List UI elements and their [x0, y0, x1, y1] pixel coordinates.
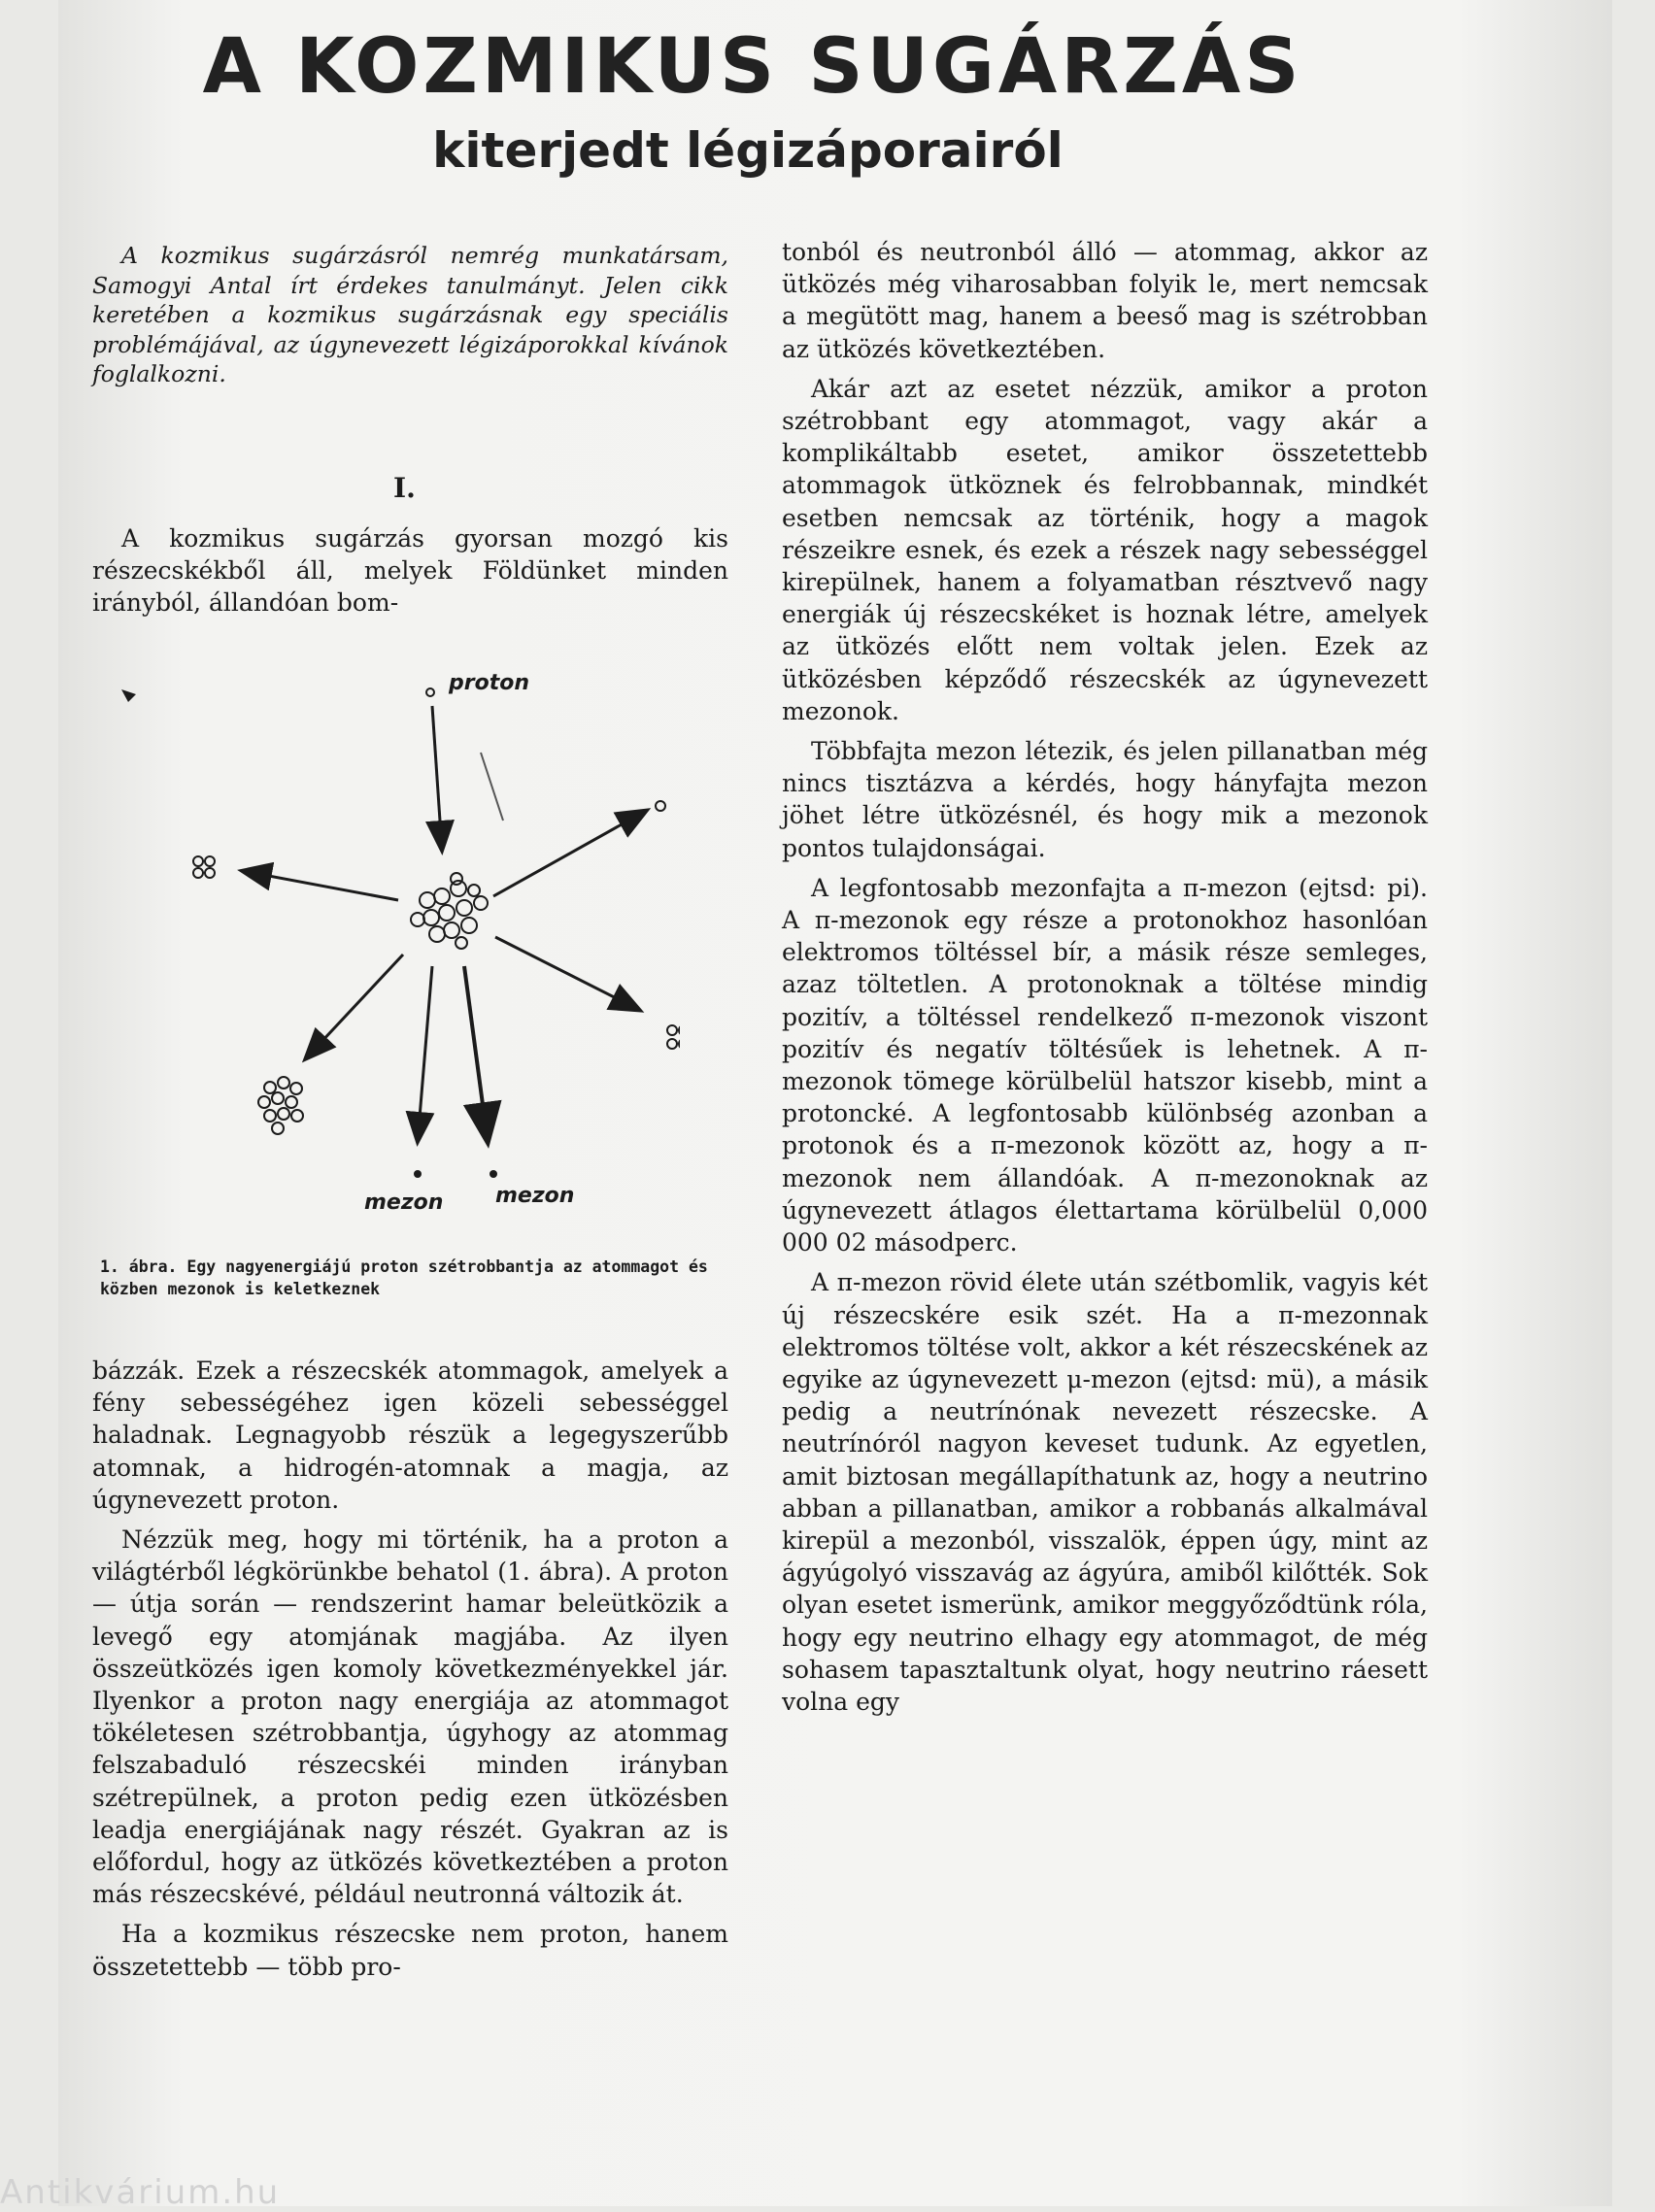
- left-column-top: [92, 522, 728, 627]
- left-column-bottom: [92, 1355, 728, 1991]
- intro-paragraph: A kozmikus sugárzásról nemrég munkatársam, Samogyi Antal írt érdekes tanulmányt. Jelen cikk keretében a kozmikus sugárzásnak egy speciális problémájával, az úgynevezett légizáporokkal kívánok foglalkozni.: [92, 242, 728, 387]
- label-mezon-right: mezon: [495, 1184, 575, 1208]
- label-proton: proton: [449, 671, 530, 695]
- paragraph: bázzák. Ezek a részecskék atommagok, amelyek a fény sebességéhez igen közeli sebességgel haladnak. Legnagyobb részük a legegyszerűbb atomnak, a hidrogén-atomnak a magja, az úgynevezett proton.: [92, 1357, 728, 1514]
- article-subtitle: kiterjedt légizáporairól: [432, 122, 1064, 179]
- paragraph: Többfajta mezon létezik, és jelen pillanatban még nincs tisztázva a kérdés, hogy hányfajta mezon jöhet létre ütközésnél, és hogy mik a mezonok pontos tulajdonságai.: [782, 737, 1428, 862]
- paragraph: Nézzük meg, hogy mi történik, ha a proton a világtérből légkörünkbe behatol (1. ábra). A proton — útja során — rendszerint hamar beleütközik a levegő egy atomjának magjába. Az ilyen összeütközés igen komoly következményekkel jár. Ilyenkor a proton nagy energiája az atommagot tökéletesen szétrobbantja, úgyhogy az atommag felszabaduló részecskéi minden irányban szétrepülnek, a proton pedig ezen ütközésben leadja energiájának nagy részét. Gyakran az is előfordul, hogy az ütközés következtében a proton más részecskévé, például neutronná változik át.: [92, 1525, 728, 1909]
- right-column: [782, 236, 1428, 1726]
- nucleus: [411, 873, 488, 949]
- section-heading: I.: [393, 472, 416, 504]
- stray-arrow-icon: [121, 689, 136, 702]
- figure-caption: 1. ábra. Egy nagyenergiájú proton szétrobbantja az atommagot és közben mezonok is keletkeznek: [100, 1257, 708, 1298]
- paragraph: Ha a kozmikus részecske nem proton, hanem összetettebb — több pro-: [92, 1920, 728, 1981]
- article-title: A KOZMIKUS SUGÁRZÁS: [202, 23, 1303, 111]
- paragraph: Akár azt az esetet nézzük, amikor a proton szétrobbant egy atommagot, vagy akár a komplikáltabb esetet, amikor összetettebb atommagok ütköznek és felrobbannak, mindkét esetben nemcsak az történik, hogy a magok részeikre esnek, és ezek a részek nagy sebességgel kirepülnek, hanem a folyamatban résztvevő nagy energiák új részecskéket is hoznak létre, amelyek az ütközés előtt nem voltak jelen. Ezek az ütközésben képződő részecskék az úgynevezett mezonok.: [782, 374, 1428, 725]
- faint-line: [481, 753, 503, 821]
- watermark: Antikvárium.hu: [0, 2173, 281, 2212]
- proton-dot: [426, 688, 434, 696]
- figure-diagram: [97, 646, 680, 1228]
- paragraph: A kozmikus sugárzás gyorsan mozgó kis részecskékből áll, melyek Földünket minden irányból, állandóan bom-: [92, 524, 728, 618]
- paragraph: tonból és neutronból álló — atommag, akkor az ütközés még viharosabban folyik le, mert nemcsak a megütött mag, hanem a beeső mag is szétrobban az ütközés következtében.: [782, 238, 1428, 363]
- proton-arrow: [432, 706, 442, 850]
- label-mezon-left: mezon: [364, 1190, 444, 1215]
- paragraph: A legfontosabb mezonfajta a π-mezon (ejtsd: pi). A π-mezonok egy része a protonokhoz hasonlóan elektromos töltéssel bír, a másik része semleges, azaz töltetlen. A protonoknak a töltése mindig pozitív, a töltéssel rendelkező π-mezonok viszont pozitív és negatív töltésűek is lehetnek. A π-mezonok tömege körülbelül hatszor kisebb, mint a protoncké. A legfontosabb különbség azonban a protonok és a π-mezonok között az, hogy a π-mezonok nem állandóak. A π-mezonoknak az úgynevezett átlagos élettartama körülbelül 0,000 000 02 másodperc.: [782, 873, 1428, 1257]
- paragraph: A π-mezon rövid élete után szétbomlik, vagyis két új részecskére esik szét. Ha a π-mezonnak elektromos töltése volt, akkor a két részecskének az egyike az úgynevezett μ-mezon (ejtsd: mü), a másik pedig a neutrínónak nevezett részecske. A neutrínóról nagyon keveset tudunk. Az egyetlen, amit biztosan megállapíthatunk az, hogy a neutrino abban a pillanatban, amikor a robbanás alkalmával kirepül a mezonból, visszalök, éppen úgy, mint az ágyúgolyó visszavág az ágyúra, amiből kilőtték. Sok olyan esetet ismerünk, amikor meggyőződtünk róla, hogy egy neutrino elhagy egy atommagot, de még sohasem tapasztaltunk olyat, hogy neutrino ráesett volna egy: [782, 1268, 1428, 1716]
